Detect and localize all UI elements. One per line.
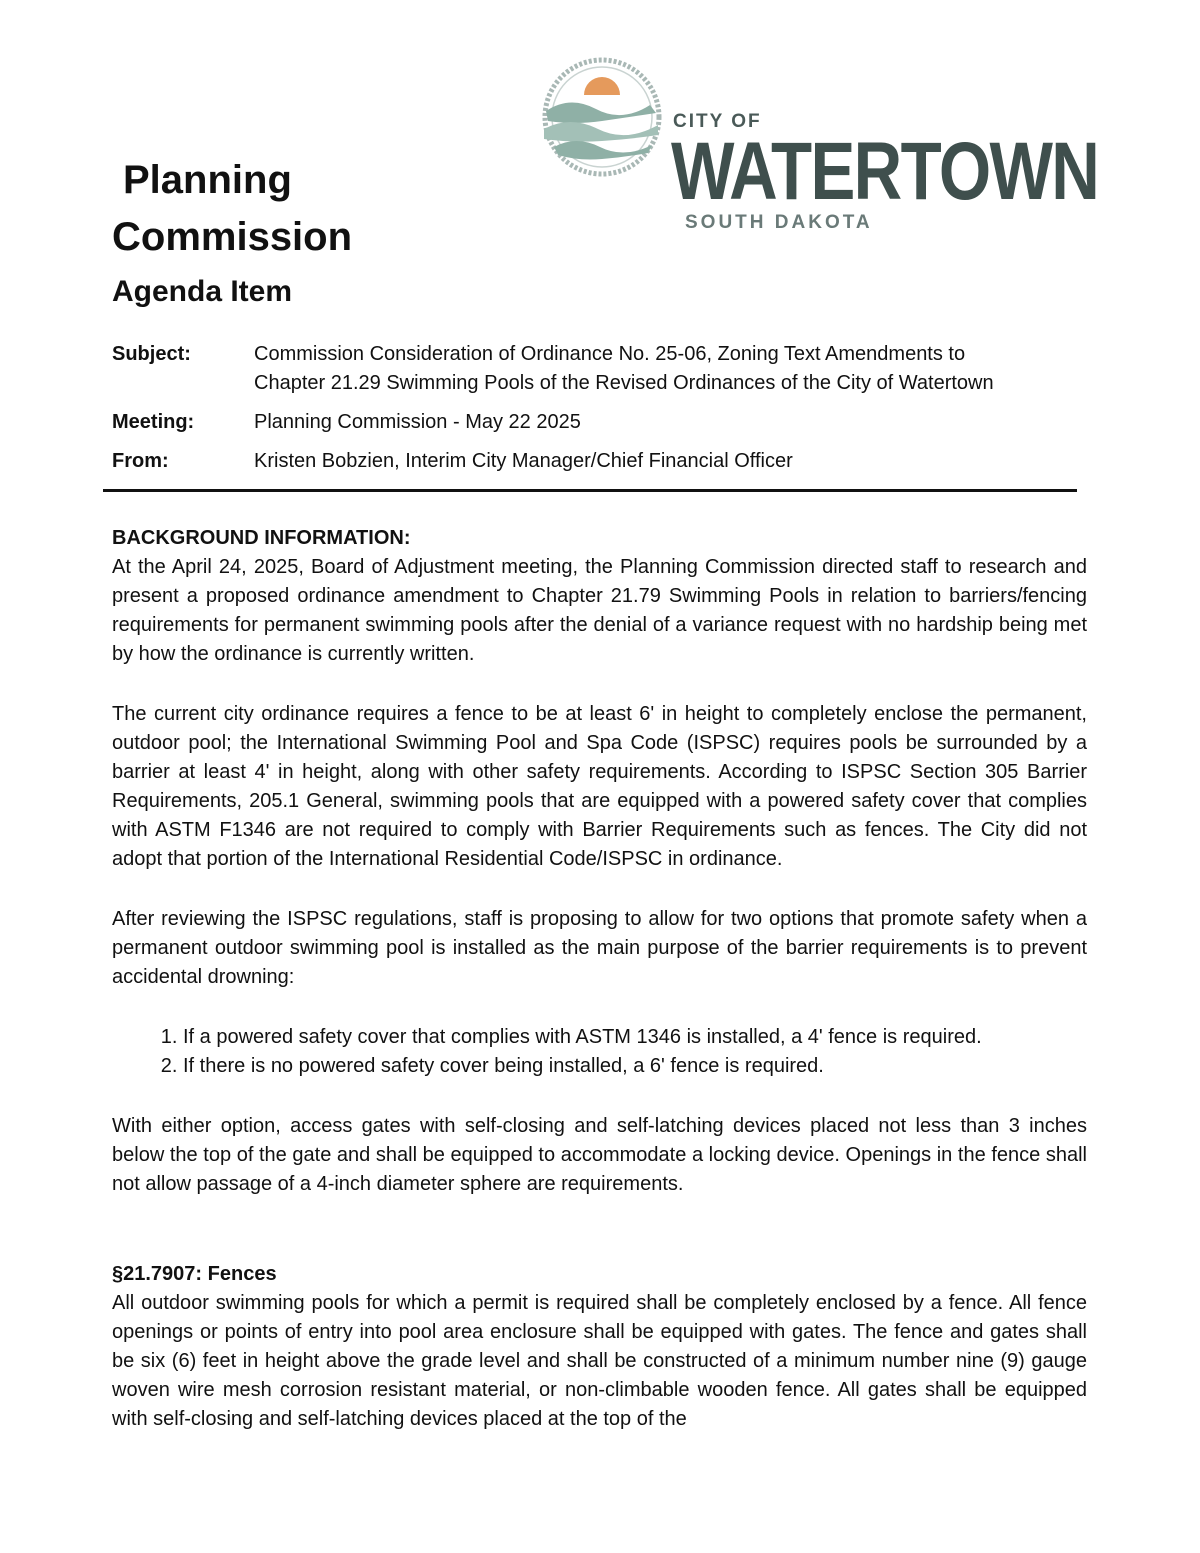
paragraph-4: With either option, access gates with self-closing and self-latching devices placed not less than 3 inches below the top of the gate and shall be equipped to accommodate a locking device. Openings in the fence shall not allow passage of a 4-inch diameter sphere are requirements. bbox=[112, 1115, 1087, 1195]
logo-state: SOUTH DAKOTA bbox=[685, 212, 873, 233]
meeting-label: Meeting: bbox=[112, 411, 195, 433]
subject-label: Subject: bbox=[112, 343, 191, 365]
agenda-item-subtitle: Agenda Item bbox=[112, 275, 293, 308]
subject-line-2: Chapter 21.29 Swimming Pools of the Revised Ordinances of the City of Watertown bbox=[254, 372, 994, 394]
city-logo bbox=[540, 55, 1099, 233]
agenda-meta bbox=[112, 340, 1082, 486]
subject-line-1: Commission Consideration of Ordinance No. 25-06, Zoning Text Amendments to bbox=[254, 343, 966, 365]
section-heading: §21.7907: Fences bbox=[112, 1263, 277, 1285]
paragraph-5: All outdoor swimming pools for which a permit is required shall be completely enclosed by a fence. All fence openings or points of entry into pool area enclosure shall be equipped with gates. The fence and gates shall be six (6) feet in height above the grade level and shall be constructed of a minimum number nine (9) gauge woven wire mesh corrosion resistant material, or non-climbable wooden fence. All gates shall be equipped with self-closing and self-latching devices placed at the top of the bbox=[112, 1292, 1087, 1430]
from-label: From: bbox=[112, 450, 169, 472]
paragraph-1: At the April 24, 2025, Board of Adjustment meeting, the Planning Commission directed staff to research and present a proposed ordinance amendment to Chapter 21.79 Swimming Pools in relation to barriers/fencing requirements for permanent swimming pools after the denial of a variance request with no hardship being met by how the ordinance is currently written. bbox=[112, 556, 1087, 665]
watertown-emblem-icon bbox=[540, 55, 665, 180]
page-title bbox=[112, 152, 352, 316]
header-divider bbox=[103, 489, 1077, 492]
from-row bbox=[112, 447, 1082, 476]
logo-city-of: CITY OF bbox=[673, 111, 762, 132]
meeting-row bbox=[112, 408, 1082, 437]
option-item: 2. If there is no powered safety cover being installed, a 6' fence is required. bbox=[183, 1052, 1087, 1081]
paragraph-2: The current city ordinance requires a fence to be at least 6' in height to completely enclose the permanent, outdoor pool; the International Swimming Pool and Spa Code (ISPSC) requires pools be surrounded by a barrier at least 4' in height, along with other safety requirements. According to ISPSC Section 305 Barrier Requirements, 205.1 General, swimming pools that are equipped with a powered safety cover that complies with ASTM F1346 are not required to comply with Barrier Requirements such as fences. The City did not adopt that portion of the International Residential Code/ISPSC in ordinance. bbox=[112, 703, 1087, 870]
options-list bbox=[112, 1023, 1087, 1081]
from-value: Kristen Bobzien, Interim City Manager/Chief Financial Officer bbox=[254, 450, 793, 472]
background-heading: BACKGROUND INFORMATION: bbox=[112, 527, 411, 549]
subject-row bbox=[112, 340, 1082, 398]
meeting-value: Planning Commission - May 22 2025 bbox=[254, 411, 581, 433]
paragraph-3: After reviewing the ISPSC regulations, staff is proposing to allow for two options that promote safety when a permanent outdoor swimming pool is installed as the main purpose of the barrier requirements is to prevent accidental drowning: bbox=[112, 908, 1087, 988]
title-line-2: Commission bbox=[112, 215, 353, 259]
logo-city-name: WATERTOWN bbox=[671, 126, 1099, 217]
document-body bbox=[112, 524, 1087, 1434]
subject-value bbox=[254, 340, 1082, 398]
title-line-1: Planning bbox=[123, 158, 292, 202]
option-item: 1. If a powered safety cover that complies with ASTM 1346 is installed, a 4' fence is required. bbox=[183, 1023, 1087, 1052]
